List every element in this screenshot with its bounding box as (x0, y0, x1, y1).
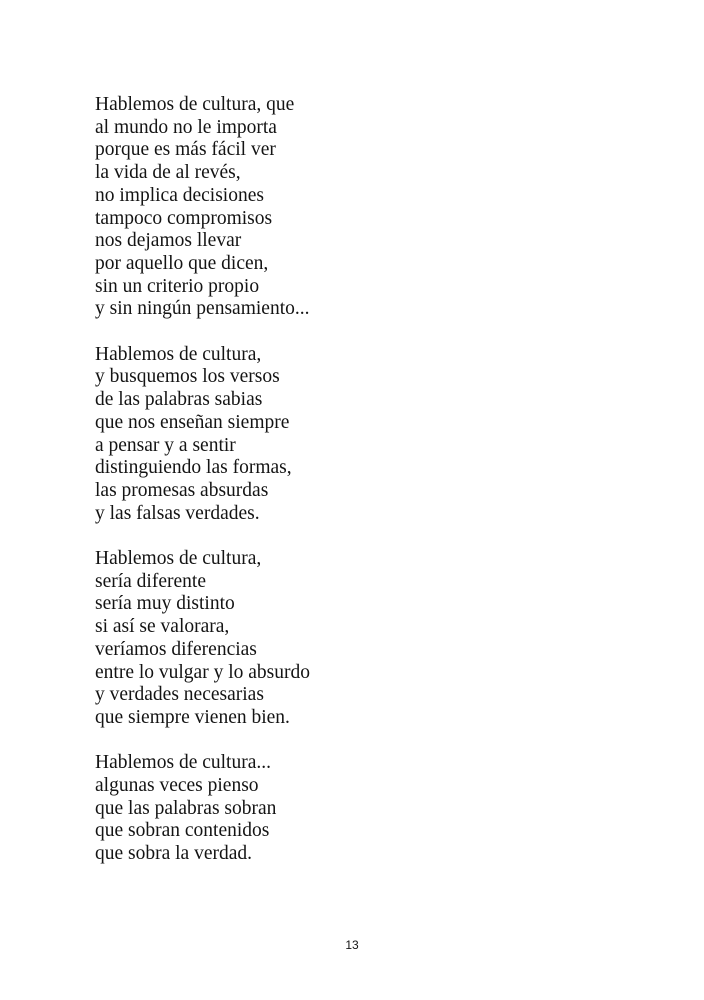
poem-line: y verdades necesarias (95, 684, 264, 706)
poem-line: que sobran contenidos (95, 820, 270, 842)
poem-line: que las palabras sobran (95, 797, 277, 819)
poem-line: algunas veces pienso (95, 775, 259, 797)
poem-line: que nos enseñan siempre (95, 411, 290, 433)
poem-line: sería diferente (95, 570, 206, 592)
stanza-4 (95, 752, 655, 866)
poem-line: y sin ningún pensamiento... (95, 298, 310, 320)
poem-line: sin un criterio propio (95, 275, 260, 297)
poem-line: que siempre vienen bien. (95, 706, 290, 728)
stanza-2 (95, 344, 655, 526)
poem-line: por aquello que dicen, (95, 252, 269, 274)
poem-line: las promesas absurdas (95, 479, 269, 501)
poem-line: la vida de al revés, (95, 162, 241, 184)
poem-line: Hablemos de cultura... (95, 752, 271, 774)
poem-line: y las falsas verdades. (95, 502, 260, 524)
stanza-3 (95, 548, 655, 730)
poem-line: veríamos diferencias (95, 638, 257, 660)
poem-line: nos dejamos llevar (95, 230, 242, 252)
poem-line: al mundo no le importa (95, 116, 277, 138)
poem-line: que sobra la verdad. (95, 843, 253, 865)
poem-line: entre lo vulgar y lo absurdo (95, 661, 310, 683)
poem-line: de las palabras sabias (95, 389, 263, 411)
stanza-1 (95, 94, 655, 321)
poem (95, 94, 655, 889)
poem-line: si así se valorara, (95, 616, 230, 638)
poem-line: Hablemos de cultura, (95, 343, 262, 365)
poem-line: a pensar y a sentir (95, 434, 236, 456)
poem-line: no implica decisiones (95, 184, 264, 206)
poem-line: Hablemos de cultura, (95, 548, 262, 570)
poem-line: Hablemos de cultura, que (95, 94, 295, 115)
poem-line: tampoco compromisos (95, 207, 273, 229)
page-number: 13 (345, 938, 359, 952)
poem-line: porque es más fácil ver (95, 139, 276, 161)
poem-line: sería muy distinto (95, 593, 235, 615)
poem-line: y busquemos los versos (95, 366, 280, 388)
poem-line: distinguiendo las formas, (95, 457, 292, 479)
